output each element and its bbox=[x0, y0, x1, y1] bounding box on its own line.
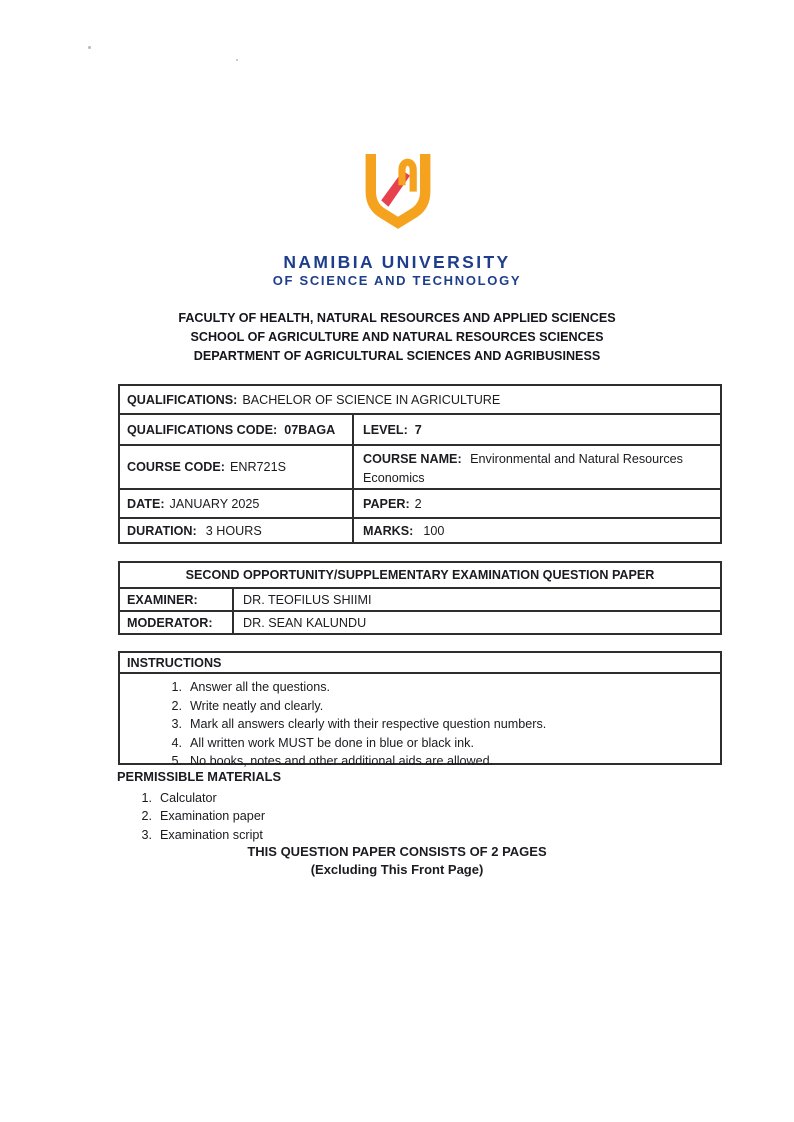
examiner-value-cell bbox=[232, 589, 720, 610]
instructions-list bbox=[120, 674, 720, 771]
item-text: Answer all the questions. bbox=[190, 680, 331, 694]
level-value: 7 bbox=[414, 422, 422, 437]
instructions-title: INSTRUCTIONS bbox=[127, 655, 222, 670]
qualifications-label: QUALIFICATIONS: bbox=[127, 392, 238, 407]
table-row bbox=[120, 610, 720, 633]
qualifications-code-value: 07BAGA bbox=[284, 422, 336, 437]
faculty-line: FACULTY OF HEALTH, NATURAL RESOURCES AND APPLIED SCIENCES bbox=[178, 311, 616, 325]
item-number: 2. bbox=[141, 809, 152, 824]
item-number: 1. bbox=[141, 791, 152, 805]
item-number: 5. bbox=[171, 754, 182, 769]
course-code-cell bbox=[120, 446, 352, 488]
scan-speck bbox=[88, 46, 91, 49]
duration-cell bbox=[120, 519, 352, 542]
nust-logo bbox=[358, 148, 438, 232]
exam-paper-title-row bbox=[120, 563, 720, 587]
permissible-materials-title: PERMISSIBLE MATERIALS bbox=[117, 769, 281, 784]
list-item bbox=[118, 807, 265, 825]
exam-paper-title: SECOND OPPORTUNITY/SUPPLEMENTARY EXAMINATION QUESTION PAPER bbox=[185, 568, 655, 582]
table-row bbox=[120, 517, 720, 542]
moderator-label: MODERATOR: bbox=[127, 615, 213, 630]
course-code-label: COURSE CODE: bbox=[127, 460, 225, 474]
university-tagline: OF SCIENCE AND TECHNOLOGY bbox=[272, 273, 522, 288]
paper-cell bbox=[352, 490, 720, 517]
moderator-label-cell bbox=[120, 612, 232, 633]
item-text: Examination script bbox=[160, 827, 263, 842]
table-row bbox=[120, 587, 720, 610]
table-row bbox=[120, 386, 720, 413]
course-details-table bbox=[118, 384, 722, 544]
duration-value: 3 HOURS bbox=[205, 523, 262, 538]
list-item bbox=[118, 826, 265, 844]
item-number: 1. bbox=[171, 680, 182, 694]
exam-paper-table bbox=[118, 561, 722, 635]
list-item bbox=[120, 678, 720, 697]
list-item bbox=[118, 789, 265, 807]
item-number: 4. bbox=[171, 735, 182, 750]
item-text: Mark all answers clearly with their respective question numbers. bbox=[190, 717, 547, 732]
marks-label: MARKS: bbox=[363, 523, 414, 538]
instructions-box bbox=[118, 651, 722, 769]
list-item bbox=[120, 734, 720, 753]
list-item bbox=[120, 715, 720, 734]
date-value: JANUARY 2025 bbox=[169, 496, 260, 511]
school-line: SCHOOL OF AGRICULTURE AND NATURAL RESOURCES SCIENCES bbox=[190, 330, 604, 345]
instructions-title-row bbox=[120, 653, 720, 674]
page-count-note: THIS QUESTION PAPER CONSISTS OF 2 PAGES bbox=[247, 844, 547, 859]
examiner-value: DR. TEOFILUS SHIIMI bbox=[243, 592, 372, 607]
date-cell bbox=[120, 490, 352, 517]
qualifications-code-label: QUALIFICATIONS CODE: bbox=[127, 422, 278, 437]
qualifications-value: BACHELOR OF SCIENCE IN AGRICULTURE bbox=[242, 392, 501, 407]
department-line: DEPARTMENT OF AGRICULTURAL SCIENCES AND AGRIBUSINESS bbox=[193, 349, 601, 364]
examiner-label: EXAMINER: bbox=[127, 592, 198, 607]
moderator-value: DR. SEAN KALUNDU bbox=[243, 615, 367, 630]
paper-label: PAPER: bbox=[363, 496, 410, 511]
examiner-label-cell bbox=[120, 589, 232, 610]
marks-value: 100 bbox=[423, 523, 445, 538]
university-name: NAMIBIA UNIVERSITY bbox=[283, 252, 511, 272]
logo-red-band bbox=[381, 171, 410, 207]
item-text: No books, notes and other additional aids are allowed. bbox=[190, 754, 494, 769]
moderator-value-cell bbox=[232, 612, 720, 633]
item-text: Calculator bbox=[160, 791, 217, 805]
item-text: All written work MUST be done in blue or black ink. bbox=[190, 735, 474, 750]
item-number: 2. bbox=[171, 698, 182, 713]
qualifications-cell bbox=[120, 386, 720, 413]
item-text: Write neatly and clearly. bbox=[190, 698, 324, 713]
course-name-value: Environmental and Natural Resources Economics bbox=[363, 452, 683, 485]
course-code-value: ENR721S bbox=[229, 460, 286, 474]
table-row bbox=[120, 444, 720, 488]
qualifications-code-cell bbox=[120, 415, 352, 444]
item-number: 3. bbox=[171, 717, 182, 732]
date-label: DATE: bbox=[127, 496, 165, 511]
permissible-materials-list bbox=[118, 789, 265, 844]
duration-label: DURATION: bbox=[127, 523, 197, 538]
scan-speck bbox=[236, 59, 238, 61]
page-count-subnote: (Excluding This Front Page) bbox=[310, 862, 484, 877]
marks-cell bbox=[352, 519, 720, 542]
course-name-cell bbox=[352, 446, 720, 488]
table-row bbox=[120, 488, 720, 517]
item-number: 3. bbox=[141, 827, 152, 842]
level-cell bbox=[352, 415, 720, 444]
course-name-label: COURSE NAME: bbox=[363, 452, 462, 466]
faculty-heading bbox=[0, 309, 794, 367]
shield-monogram-icon bbox=[358, 148, 438, 232]
list-item bbox=[120, 697, 720, 716]
table-row bbox=[120, 413, 720, 444]
level-label: LEVEL: bbox=[363, 422, 408, 437]
item-text: Examination paper bbox=[160, 809, 266, 824]
paper-value: 2 bbox=[414, 496, 422, 511]
